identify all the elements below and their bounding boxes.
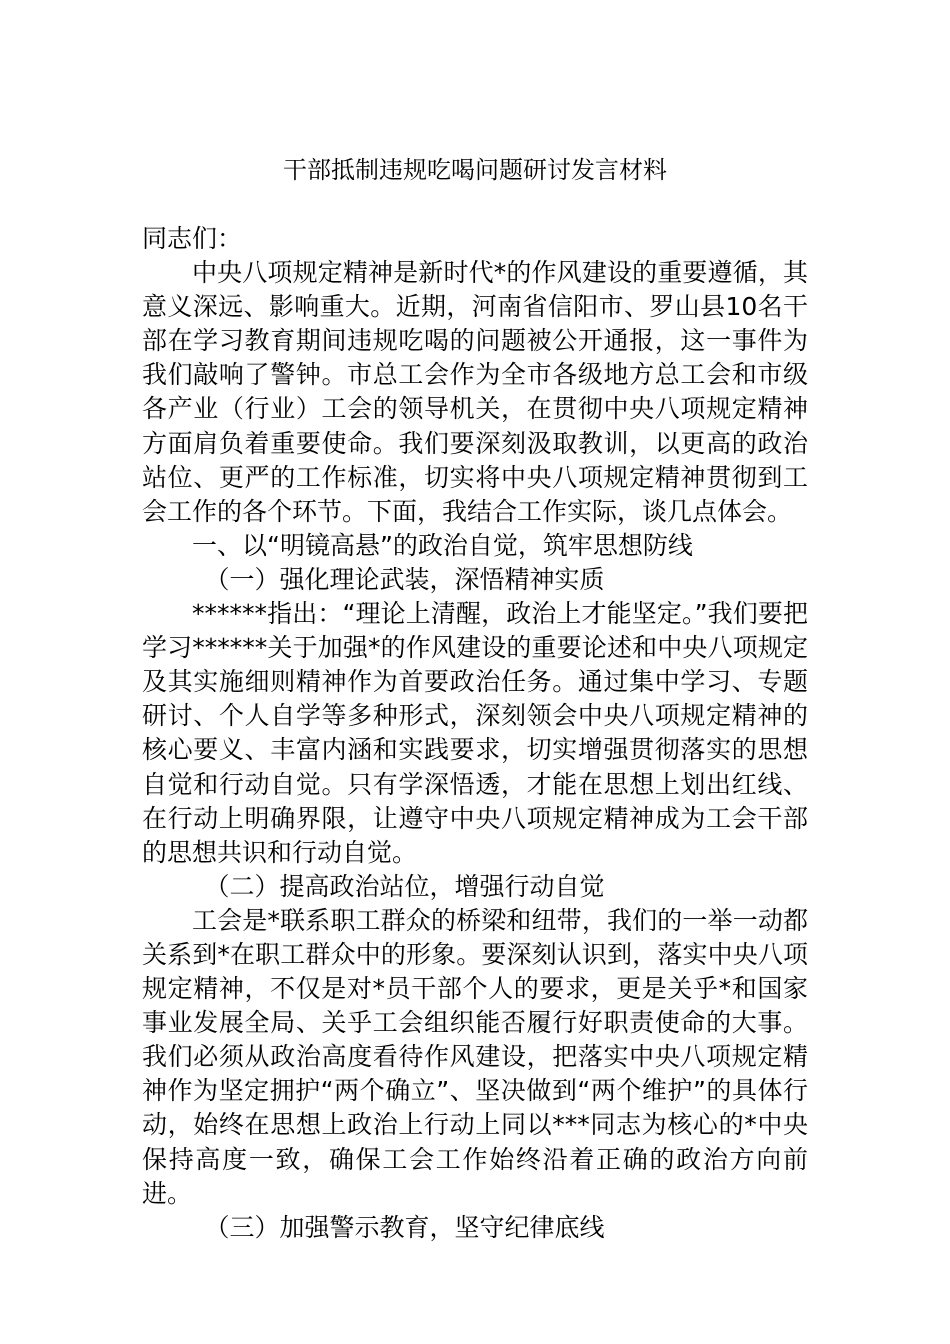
- subsection-heading-3: （三）加强警示教育，坚守纪律底线: [204, 1212, 605, 1242]
- section-heading-1: 一、以“明镜高悬”的政治自觉，筑牢思想防线: [192, 530, 693, 560]
- paragraph-intro: 中央八项规定精神是新时代*的作风建设的重要遵循，其意义深远、影响重大。近期，河南省信阳市、罗山县10名干部在学习教育期间违规吃喝的问题被公开通报，这一事件为我们敲响了警钟。市总工会作为全市各级地方总工会和市级各产业（行业）工会的领导机关，在贯彻中央八项规定精神方面肩负着重要使命。我们要深刻汲取教训，以更高的政治站位、更严的工作标准，切实将中央八项规定精神贯彻到工会工作的各个环节。下面，我结合工作实际，谈几点体会。: [142, 258, 808, 526]
- paragraph-political: 工会是*联系职工群众的桥梁和纽带，我们的一举一动都关系到*在职工群众中的形象。要深刻认识到，落实中央八项规定精神，不仅是对*员干部个人的要求，更是关乎*和国家事业发展全局、关乎工会组织能否履行好职责使命的大事。我们必须从政治高度看待作风建设，把落实中央八项规定精神作为坚定拥护“两个确立”、坚决做到“两个维护”的具体行动，始终在思想上政治上行动上同以***同志为核心的*中央保持高度一致，确保工会工作始终沿着正确的政治方向前进。: [142, 905, 808, 1208]
- document-title: 干部抵制违规吃喝问题研讨发言材料: [283, 156, 667, 184]
- document-body: [142, 222, 808, 1245]
- subsection-heading-1: （一）强化理论武装，深悟精神实质: [204, 564, 605, 594]
- paragraph-theory: ******指出：“理论上清醒，政治上才能坚定。”我们要把学习******关于加强*的作风建设的重要论述和中央八项规定及其实施细则精神作为首要政治任务。通过集中学习、专题研讨、个人自学等多种形式，深刻领会中央八项规定精神的核心要义、丰富内涵和实践要求，切实增强贯彻落实的思想自觉和行动自觉。只有学深悟透，才能在思想上划出红线、在行动上明确界限，让遵守中央八项规定精神成为工会干部的思想共识和行动自觉。: [142, 599, 808, 867]
- subsection-heading-2: （二）提高政治站位，增强行动自觉: [204, 871, 605, 901]
- greeting: 同志们：: [142, 224, 243, 253]
